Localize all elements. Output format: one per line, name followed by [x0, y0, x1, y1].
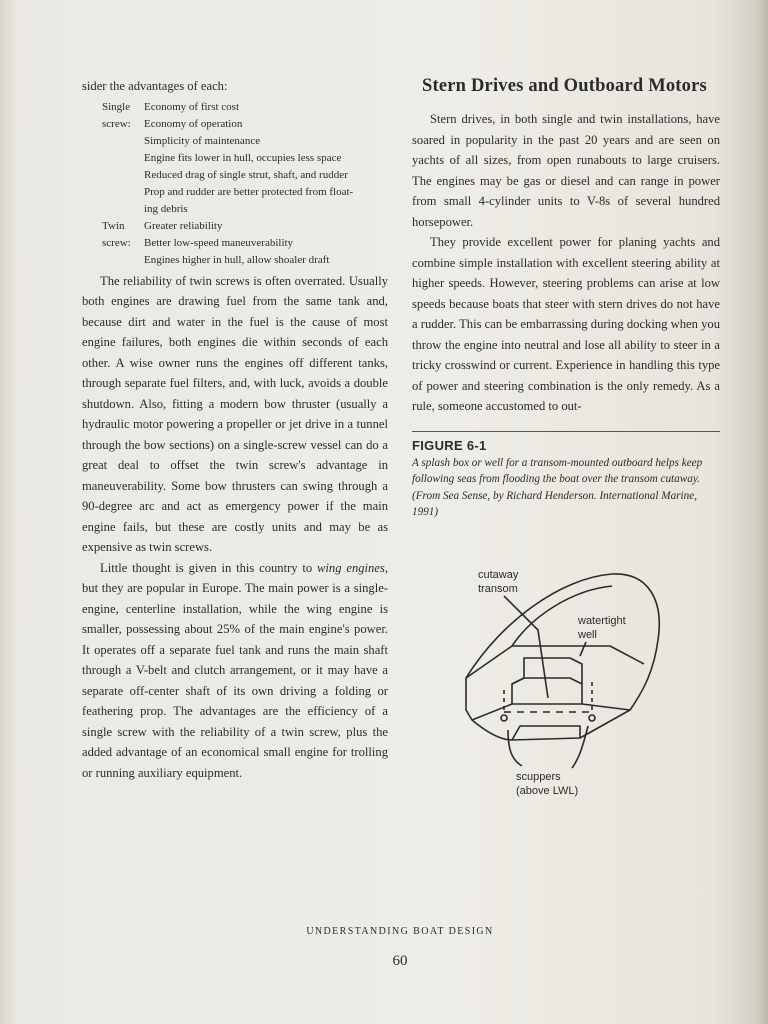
page-edge-shadow [754, 0, 768, 1024]
label-watertight: watertight [578, 615, 626, 627]
label-above-lwl: (above LWL) [516, 785, 579, 797]
comparison-list [82, 99, 388, 269]
label-cutaway: cutaway [478, 569, 519, 581]
transom-cutaway [466, 646, 644, 678]
scupper-right [589, 715, 595, 721]
paragraph-stern-drives: Stern drives, in both single and twin installations, have soared in popularity in the past 20 years and are seen on yachts of all sizes, from open runabouts to large cruisers. The engines may be gas or diesel and can range in power from small 4-cylinder units to V-8s of several hundred horsepower. [412, 112, 720, 229]
boat-stern-diagram [412, 560, 712, 810]
list-item: ing debris [144, 202, 188, 215]
label-transom: transom [478, 583, 518, 595]
single-screw-row [82, 99, 388, 218]
figure-illustration [412, 560, 712, 810]
section-heading: Stern Drives and Outboard Motors [422, 76, 707, 96]
intro-line: sider the advantages of each: [82, 79, 228, 93]
paragraph-reliability: The reliability of twin screws is often overrated. Usually both engines are drawing fuel from the same tank and, because dirt and water in the fuel is the cause of most engine failures, both engines die within seconds of each other. A wise owner runs the engines off different tanks, through separate fuel filters, and, with luck, avoids a double shutdown. Also, fitting a modern bow thruster (usually a hydraulic motor powering a propeller or jet drive in a tunnel through the bow sections) on a single-screw vessel can do a great deal to offset the twin screw's advantage in maneuverability. Some bow thrusters can swing through a 90-degree arc and act as emergency power if the main engine fails, but these are costly units and may be as expensive as twin screws. [82, 273, 388, 554]
single-screw-items [144, 99, 388, 218]
figure-label: FIGURE 6-1 [412, 437, 487, 453]
figure-caption: A splash box or well for a transom-mounted outboard helps keep following seas from flooding the boat over the transom cutaway. (From Sea Sense, by Richard Henderson. International Marine, 1991) [412, 456, 703, 518]
list-item: Reduced drag of single strut, shaft, and rudder [144, 168, 348, 181]
list-item: Better low-speed maneuverability [144, 236, 294, 249]
twin-screw-row [82, 218, 388, 269]
paragraph-wing-engines [82, 558, 388, 784]
label-scuppers: scuppers [516, 771, 561, 783]
running-footer: UNDERSTANDING BOAT DESIGN [306, 926, 494, 937]
twin-screw-items [144, 218, 388, 269]
paragraph-text: , but they are popular in Europe. The main power is a single-engine, centerline installation, while the wing engine is smaller, possessing about 25% of the main engine's power. It operates off a separate fuel tank and runs the main shaft through a V-belt and clutch arrangement, or it may have a separate off-center shaft of its own driving a folding or feathering prop. The advantages are the efficiency of a single screw with the reliability of a twin screw, plus the added advantage of an economical small engine for trolling or running auxiliary equipment. [82, 560, 388, 780]
emphasized-term: wing engines [317, 560, 385, 575]
paragraph-steering: They provide excellent power for planing yachts and combine simple installation with excellent steering ability at higher speeds. However, steering problems can arise at low speeds because boats that steer with stern drives do not have a rudder. This can be embarrassing during docking when you throw the engine into neutral and lose all ability to steer in a tricky crosswind or current. Experience in handling this type of power and steering combination is the only remedy. As a rule, someone accustomed to out- [412, 235, 720, 413]
list-item: Economy of operation [144, 117, 243, 130]
single-screw-label: Single screw: [102, 100, 131, 130]
list-item: Engine fits lower in hull, occupies less space [144, 151, 342, 164]
left-column [82, 76, 388, 783]
leader-well [580, 642, 586, 656]
list-item: Economy of first cost [144, 100, 240, 113]
twin-screw-label: Twin screw: [102, 219, 131, 249]
leader-scuppers [508, 726, 588, 768]
scupper-left [501, 715, 507, 721]
figure-rule [412, 431, 720, 432]
paragraph-text: Little thought is given in this country to [100, 560, 318, 575]
label-well: well [578, 629, 597, 641]
list-item: Greater reliability [144, 219, 223, 232]
right-column [412, 76, 720, 521]
list-item: Simplicity of maintenance [144, 134, 261, 147]
list-item: Engines higher in hull, allow shoaler draft [144, 253, 330, 266]
list-item: Prop and rudder are better protected from float- [144, 185, 354, 198]
page-number: 60 [392, 953, 408, 969]
